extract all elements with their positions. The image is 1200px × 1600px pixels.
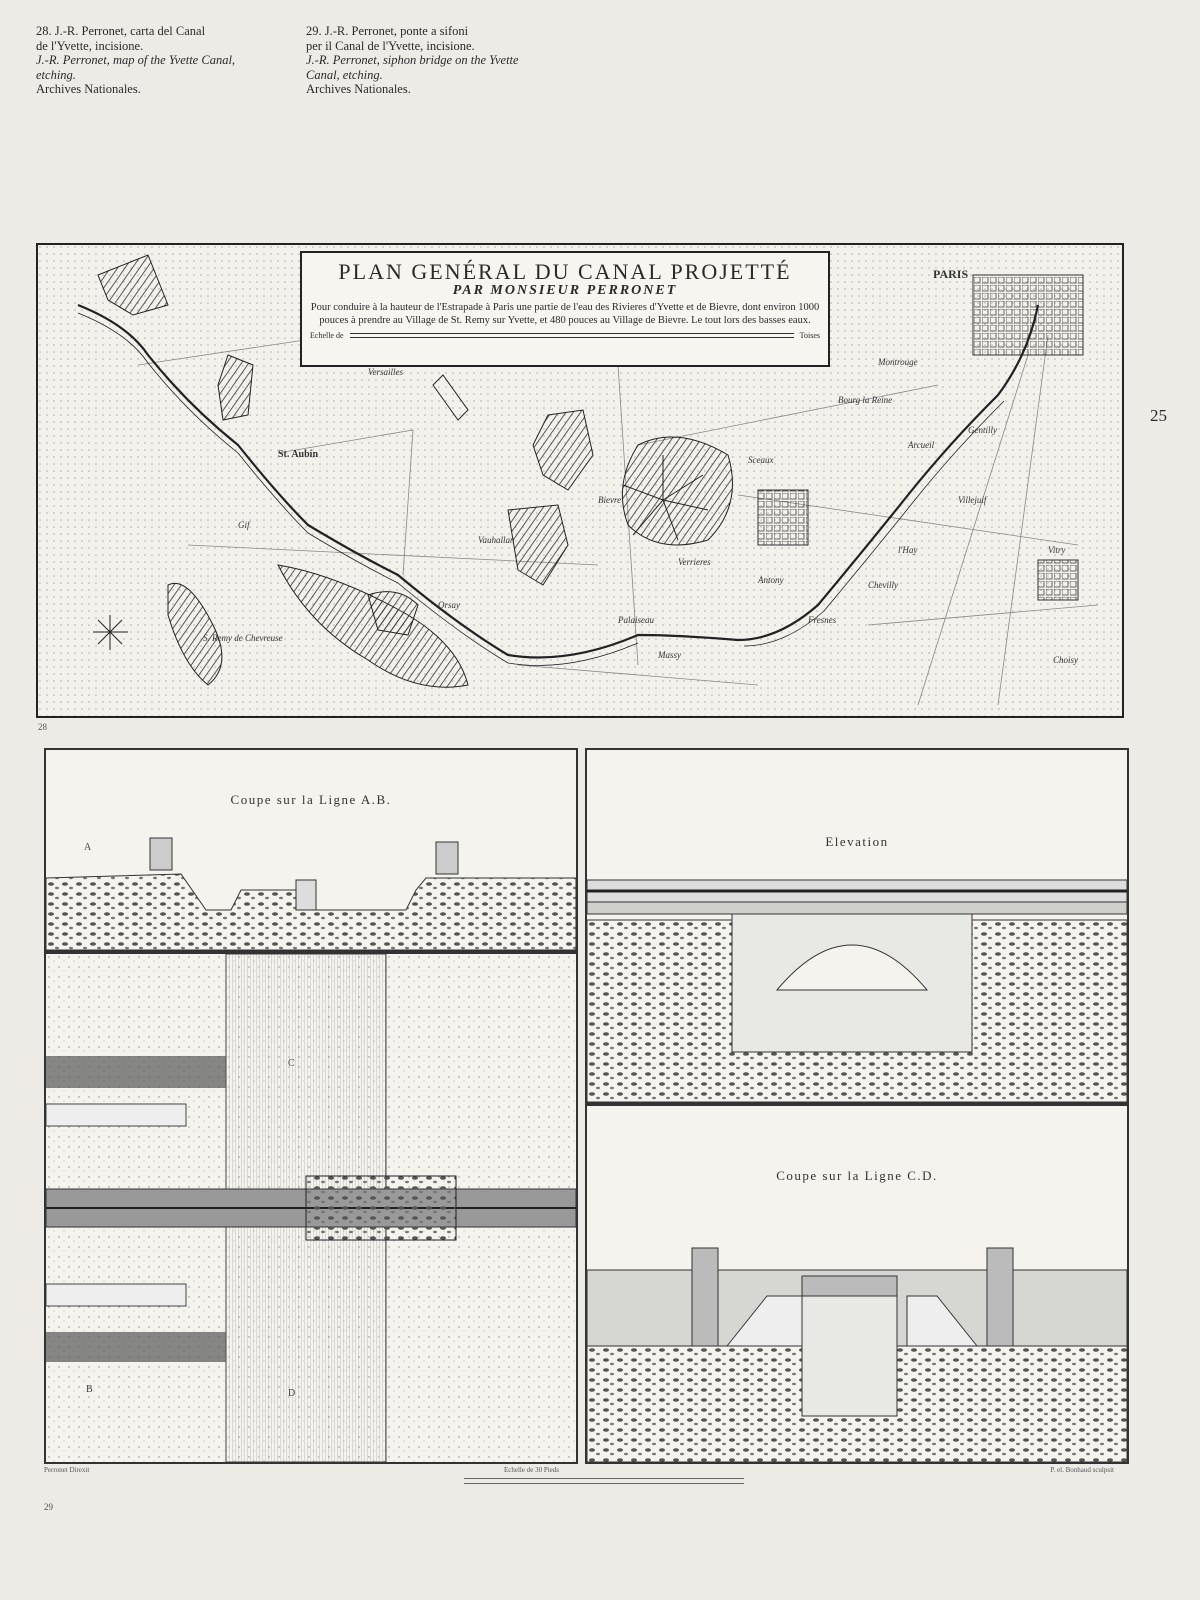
- place-orsay: Orsay: [438, 600, 460, 610]
- place-bievre: Bievre: [598, 495, 622, 505]
- sceaux-park: [758, 490, 808, 545]
- place-gentilly: Gentilly: [968, 425, 997, 435]
- scale-text: Echelle de 30 Pieds: [504, 1466, 560, 1474]
- right-credit: P. el. Bonhaud sculpsit: [1050, 1466, 1114, 1474]
- scale-bar: [350, 333, 794, 338]
- step-upper: [46, 1104, 186, 1126]
- scale-end: Toises: [799, 331, 820, 340]
- section-ab-title: Coupe sur la Ligne A.B.: [230, 792, 392, 807]
- caption-line: 29. J.-R. Perronet, ponte a sifoni: [306, 24, 469, 38]
- label-d: D: [288, 1388, 296, 1399]
- place-vauhallan: Vauhallan: [478, 535, 515, 545]
- vitry-village: [1038, 560, 1078, 600]
- parapet: [587, 902, 1127, 914]
- elevation-title: Elevation: [825, 834, 889, 849]
- label-b: B: [86, 1384, 93, 1395]
- section-cd-title: Coupe sur la Ligne C.D.: [776, 1168, 938, 1183]
- label-a: A: [84, 842, 92, 853]
- caption-line: Archives Nationales.: [306, 82, 411, 96]
- map-cartouche: [300, 251, 830, 367]
- cd-pier-left: [692, 1248, 718, 1346]
- figure-number-map: 28: [38, 722, 47, 732]
- map-title: PLAN GENÉRAL DU CANAL PROJETTÉ: [338, 259, 792, 284]
- left-credit: Perronet Direxit: [44, 1466, 90, 1474]
- page-number: 25: [1150, 406, 1167, 425]
- scale-bar: [464, 1478, 744, 1484]
- center-pipe-head: [296, 880, 316, 910]
- elevation-drawing: [587, 750, 1127, 1102]
- plan-drawing: [46, 954, 576, 1462]
- caption-line: J.-R. Perronet, map of the Yvette Canal,: [36, 53, 236, 67]
- map-description: Pour conduire à la hauteur de l'Estrapade à Paris une partie de l'eau des Rivieres d'Yvette et de Bievre, dont environ 1000 pouces à prendre au Village de St. Remy sur Yvette, et 480 pouces au Village de Bievre. Le tout lors des basses eaux.: [310, 302, 820, 326]
- caption-fig28: [36, 24, 276, 97]
- wall-lower: [46, 1332, 226, 1362]
- section-cd-drawing: [587, 1106, 1127, 1462]
- place-massy: Massy: [658, 650, 681, 660]
- cd-pier-right: [987, 1248, 1013, 1346]
- place-verrieres: Verrieres: [678, 557, 711, 567]
- caption-fig29: [306, 24, 566, 97]
- place-vitry: Vitry: [1048, 545, 1066, 555]
- figure-number-drawings: 29: [44, 1502, 53, 1512]
- plan-panel: [44, 952, 578, 1464]
- canal-map: [36, 243, 1124, 718]
- place-choisy: Choisy: [1053, 655, 1079, 665]
- scale-label: Echelle de: [310, 331, 344, 340]
- place-arcueil: Arcueil: [908, 440, 935, 450]
- pier-right: [436, 842, 458, 874]
- caption-line: Canal, etching.: [306, 67, 383, 82]
- caption-line: etching.: [36, 67, 76, 82]
- section-ab-drawing: [46, 750, 576, 950]
- caption-line: J.-R. Perronet, siphon bridge on the Yvette: [306, 53, 519, 67]
- place-st-aubin: St. Aubin: [278, 449, 319, 460]
- place-villejuif: Villejuif: [958, 495, 987, 505]
- label-c: C: [288, 1058, 295, 1069]
- place-palaiseau: Palaiseau: [618, 615, 654, 625]
- pier-left: [150, 838, 172, 870]
- cd-center-block: [802, 1276, 897, 1416]
- place-paris: PARIS: [933, 267, 969, 281]
- place-gif: Gif: [238, 520, 250, 530]
- caption-line: per il Canal de l'Yvette, incisione.: [306, 38, 475, 53]
- place-chevilly: Chevilly: [868, 580, 898, 590]
- section-cd-panel: [585, 1104, 1129, 1464]
- section-ab-panel: [44, 748, 578, 952]
- map-scale: [310, 331, 820, 340]
- wall-upper: [46, 1056, 226, 1088]
- place-sceaux: Sceaux: [748, 455, 774, 465]
- place-versailles: Versailles: [368, 367, 403, 377]
- place-antony: Antony: [758, 575, 784, 585]
- caption-line: 28. J.-R. Perronet, carta del Canal: [36, 24, 206, 38]
- step-lower: [46, 1284, 186, 1306]
- caption-line: de l'Yvette, incisione.: [36, 38, 144, 53]
- cd-pipe-head: [802, 1276, 897, 1296]
- masonry-block: [306, 1176, 456, 1240]
- drawing-scale-strip: [44, 1466, 1134, 1496]
- place-l-hay: l'Hay: [898, 545, 918, 555]
- place-montrouge: Montrouge: [878, 357, 918, 367]
- caption-line: Archives Nationales.: [36, 82, 141, 96]
- place-bourg-la-reine: Bourg la Reine: [838, 395, 893, 405]
- map-subtitle: PAR MONSIEUR PERRONET: [452, 283, 678, 298]
- place-st-remy: S. Remy de Chevreuse: [203, 633, 283, 643]
- elevation-panel: [585, 748, 1129, 1104]
- place-fresnes: Fresnes: [808, 615, 837, 625]
